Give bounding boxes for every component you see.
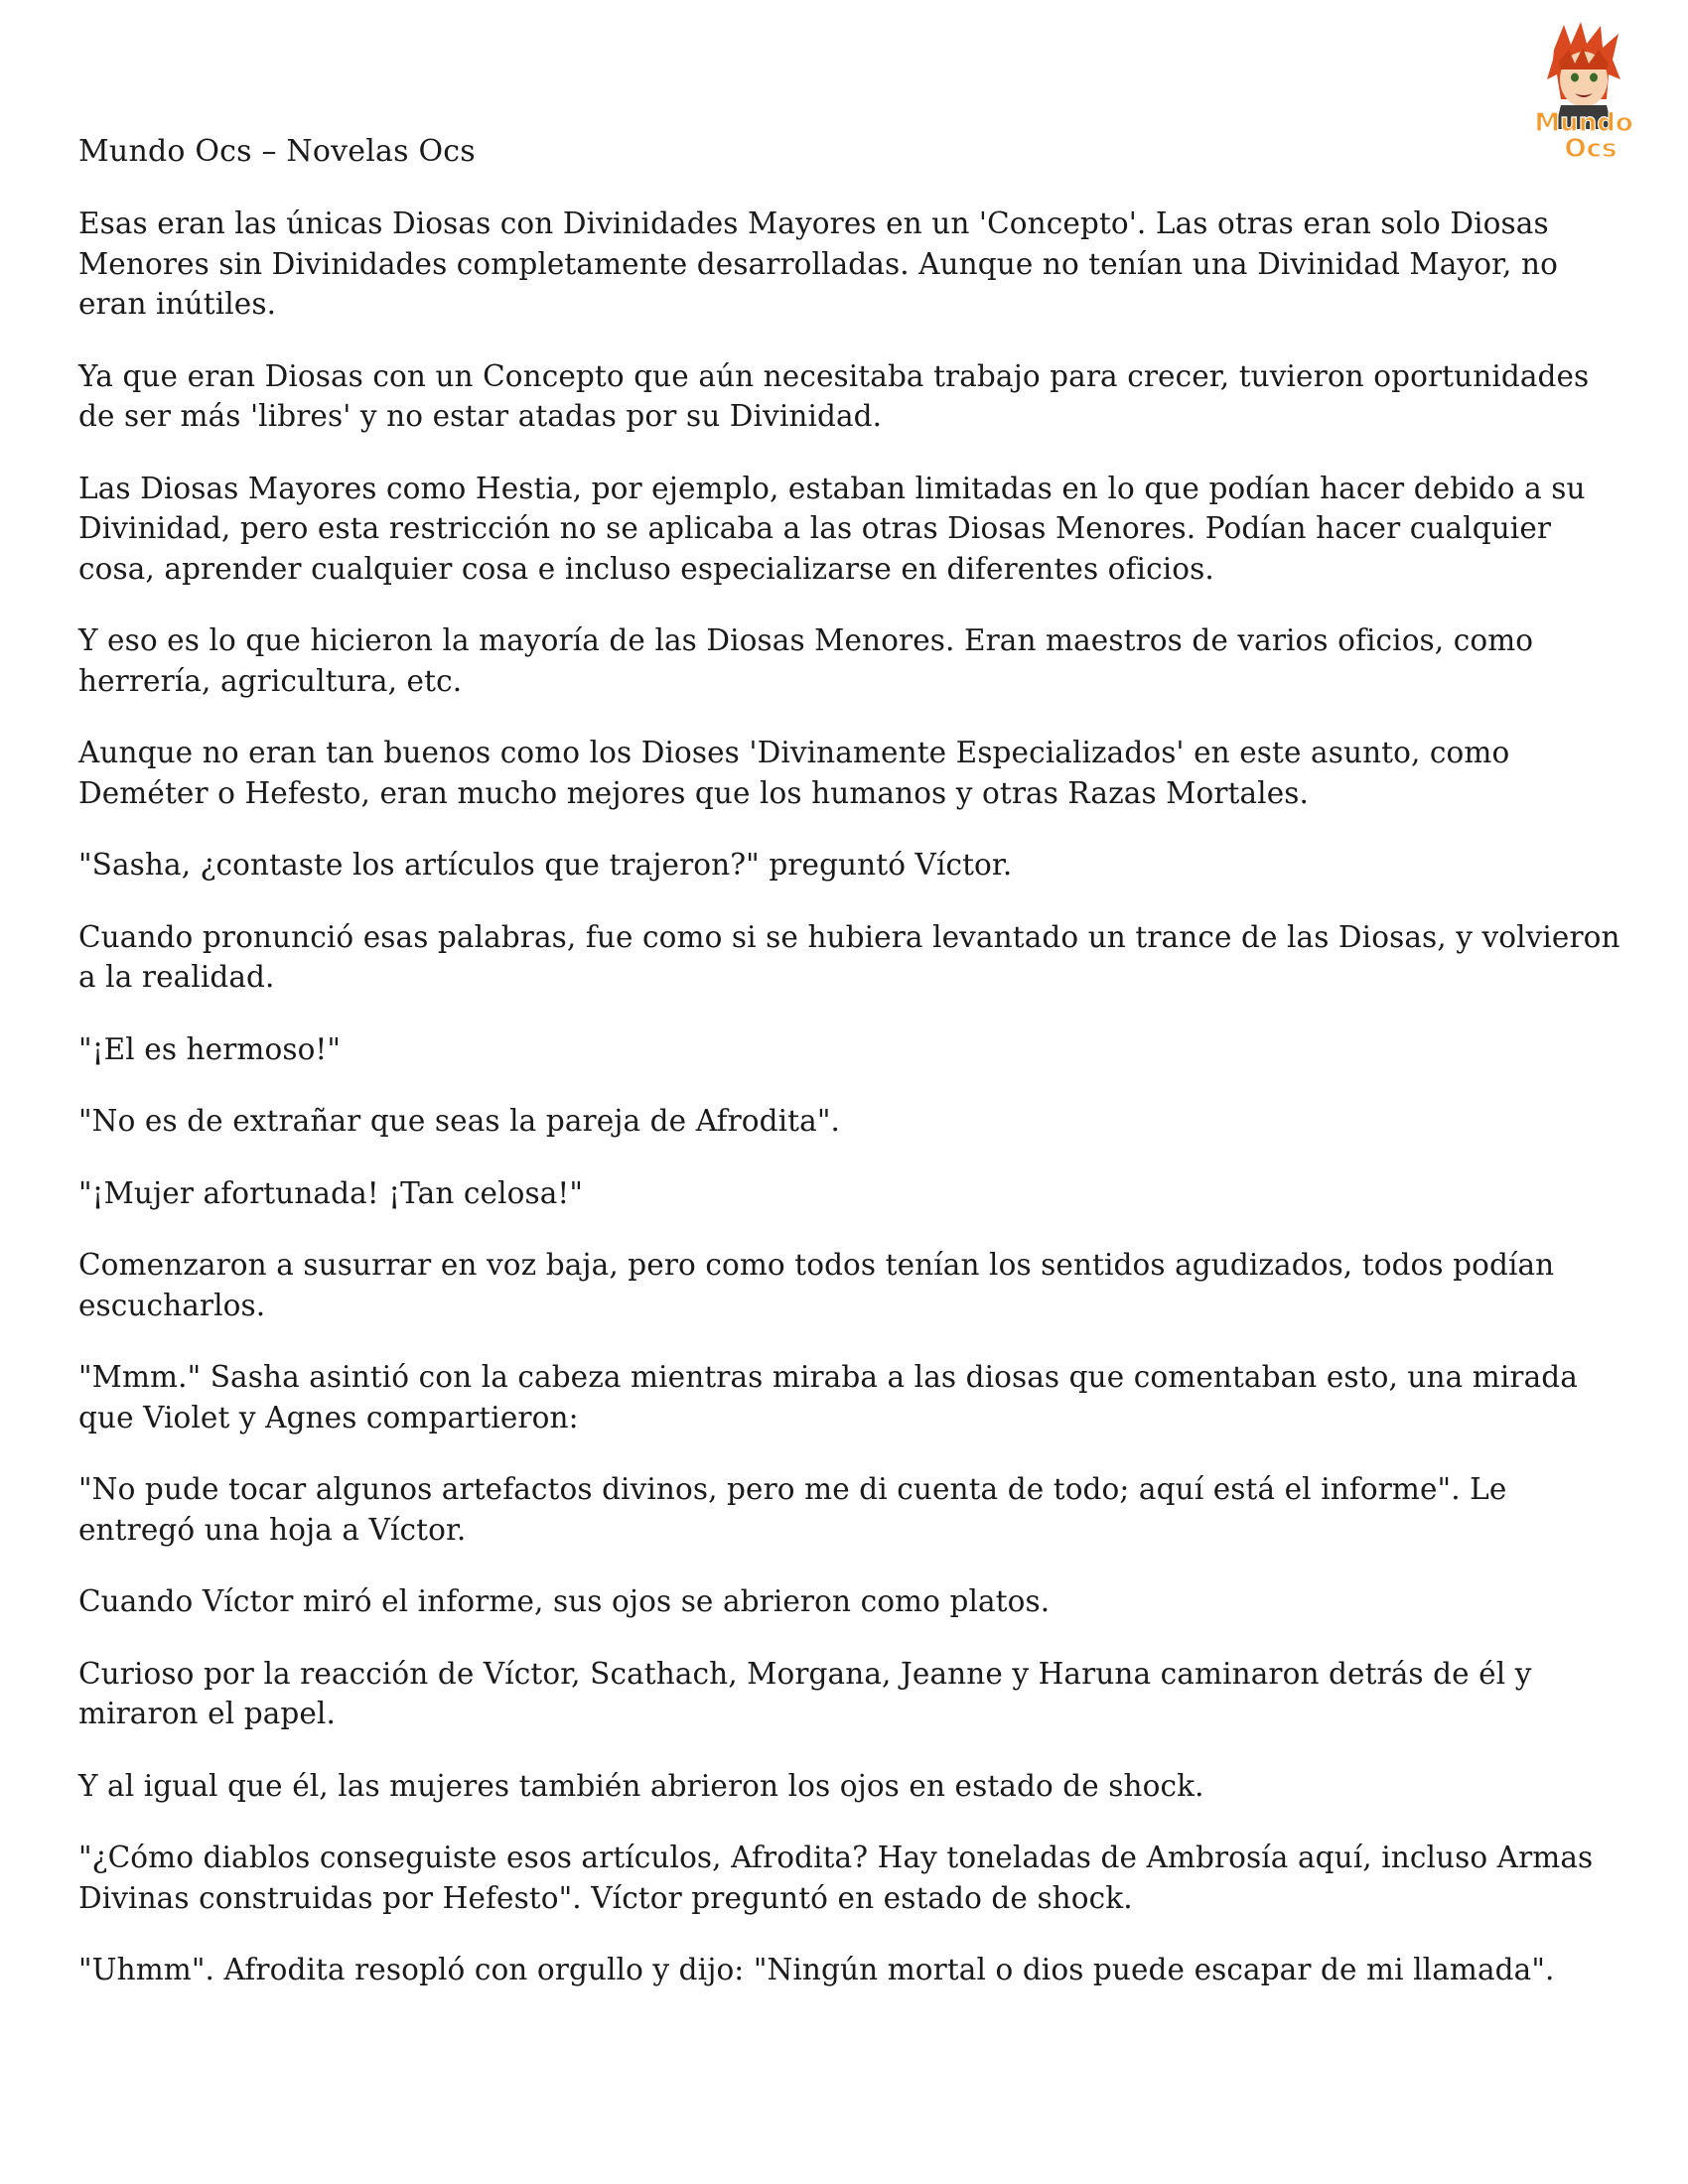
paragraph: Comenzaron a susurrar en voz baja, pero como todos tenían los sentidos agudizados, todos podían escucharlos. <box>78 1248 1555 1322</box>
body-text <box>78 204 1627 2022</box>
paragraph: Aunque no eran tan buenos como los Dioses 'Divinamente Especializados' en este asunto, como Deméter o Hefesto, eran mucho mejores que los humanos y otras Razas Mortales. <box>78 736 1510 810</box>
paragraph: Las Diosas Mayores como Hestia, por ejemplo, estaban limitadas en lo que podían hacer debido a su Divinidad, pero esta restricción no se aplicaba a las otras Diosas Menores. Podían hacer cualquier cosa, aprender cualquier cosa e incluso especializarse en diferentes oficios. <box>78 471 1586 586</box>
paragraph: "¿Cómo diablos conseguiste esos artículos, Afrodita? Hay toneladas de Ambrosía aquí, incluso Armas Divinas construidas por Hefesto". Víctor preguntó en estado de shock. <box>78 1841 1594 1915</box>
paragraph: "Mmm." Sasha asintió con la cabeza mientras miraba a las diosas que comentaban esto, una mirada que Violet y Agnes compartieron: <box>78 1360 1578 1434</box>
mundo-ocs-logo <box>1509 20 1658 169</box>
page-header: Mundo Ocs – Novelas Ocs <box>78 134 476 169</box>
paragraph: "No pude tocar algunos artefactos divinos, pero me di cuenta de todo; aquí está el informe". Le entregó una hoja a Víctor. <box>78 1472 1507 1547</box>
paragraph: Y al igual que él, las mujeres también abrieron los ojos en estado de shock. <box>78 1768 1204 1803</box>
paragraph: "¡Mujer afortunada! ¡Tan celosa!" <box>78 1175 584 1210</box>
paragraph: "Uhmm". Afrodita resopló con orgullo y dijo: "Ningún mortal o dios puede escapar de mi llamada". <box>78 1953 1555 1986</box>
paragraph: "Sasha, ¿contaste los artículos que trajeron?" preguntó Víctor. <box>78 848 1013 882</box>
logo-text-line2: Ocs <box>1564 134 1618 164</box>
paragraph: Ya que eran Diosas con un Concepto que aún necesitaba trabajo para crecer, tuvieron oportunidades de ser más 'libres' y no estar atadas por su Divinidad. <box>78 358 1590 433</box>
paragraph: "No es de extrañar que seas la pareja de Afrodita". <box>78 1104 840 1138</box>
paragraph: Curioso por la reacción de Víctor, Scathach, Morgana, Jeanne y Haruna caminaron detrás de él y miraron el papel. <box>78 1656 1532 1730</box>
paragraph: Cuando Víctor miró el informe, sus ojos se abrieron como platos. <box>78 1584 1051 1618</box>
paragraph: Esas eran las únicas Diosas con Divinidades Mayores en un 'Concepto'. Las otras eran solo Diosas Menores sin Divinidades completamente desarrolladas. Aunque no tenían una Divinidad Mayor, no eran inútiles. <box>78 206 1558 321</box>
paragraph: Cuando pronunció esas palabras, fue como si se hubiera levantado un trance de las Diosas, y volvieron a la realidad. <box>78 919 1620 994</box>
paragraph: "¡El es hermoso!" <box>78 1031 342 1066</box>
logo-text-line1: Mundo <box>1534 108 1633 138</box>
paragraph: Y eso es lo que hicieron la mayoría de las Diosas Menores. Eran maestros de varios oficios, como herrería, agricultura, etc. <box>78 623 1534 698</box>
